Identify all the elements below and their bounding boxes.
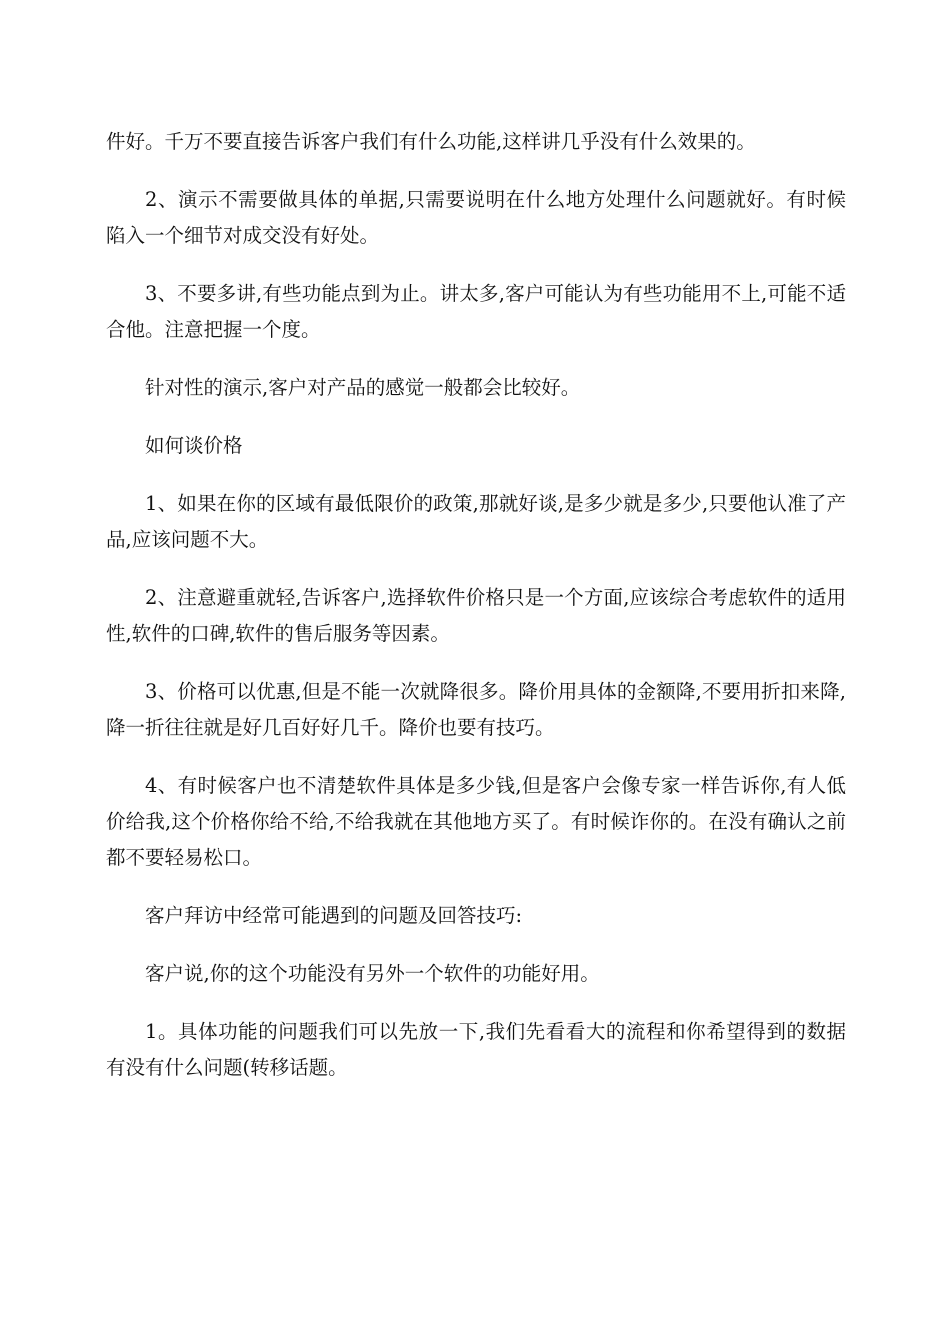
paragraph-demo-tip-3: 3、不要多讲,有些功能点到为止。讲太多,客户可能认为有些功能用不上,可能不适合他。注意把握一个度。 [106, 282, 846, 341]
paragraph-continued: 件好。千万不要直接告诉客户我们有什么功能,这样讲几乎没有什么效果的。 [106, 130, 756, 153]
paragraph-demo-tip-2: 2、演示不需要做具体的单据,只需要说明在什么地方处理什么问题就好。有时候陷入一个细节对成交没有好处。 [106, 188, 846, 247]
paragraph-price-tip-2: 2、注意避重就轻,告诉客户,选择软件价格只是一个方面,应该综合考虑软件的适用性,软件的口碑,软件的售后服务等因素。 [106, 586, 846, 645]
document-page [106, 124, 846, 1108]
section-heading-price: 如何谈价格 [145, 434, 243, 457]
paragraph-answer-1: 1。具体功能的问题我们可以先放一下,我们先看看大的流程和你希望得到的数据有没有什么问题(转移话题。 [106, 1020, 846, 1079]
section-heading-questions: 客户拜访中经常可能遇到的问题及回答技巧: [145, 904, 523, 927]
paragraph-customer-says: 客户说,你的这个功能没有另外一个软件的功能好用。 [145, 962, 600, 985]
paragraph-price-tip-3: 3、价格可以优惠,但是不能一次就降很多。降价用具体的金额降,不要用折扣来降,降一折往往就是好几百好好几千。降价也要有技巧。 [106, 680, 846, 739]
paragraph-price-tip-4: 4、有时候客户也不清楚软件具体是多少钱,但是客户会像专家一样告诉你,有人低价给我,这个价格你给不给,不给我就在其他地方买了。有时候诈你的。在没有确认之前都不要轻易松口。 [106, 774, 846, 869]
paragraph-price-tip-1: 1、如果在你的区域有最低限价的政策,那就好谈,是多少就是多少,只要他认准了产品,应该问题不大。 [106, 492, 846, 551]
paragraph-demo-summary: 针对性的演示,客户对产品的感觉一般都会比较好。 [145, 376, 581, 399]
